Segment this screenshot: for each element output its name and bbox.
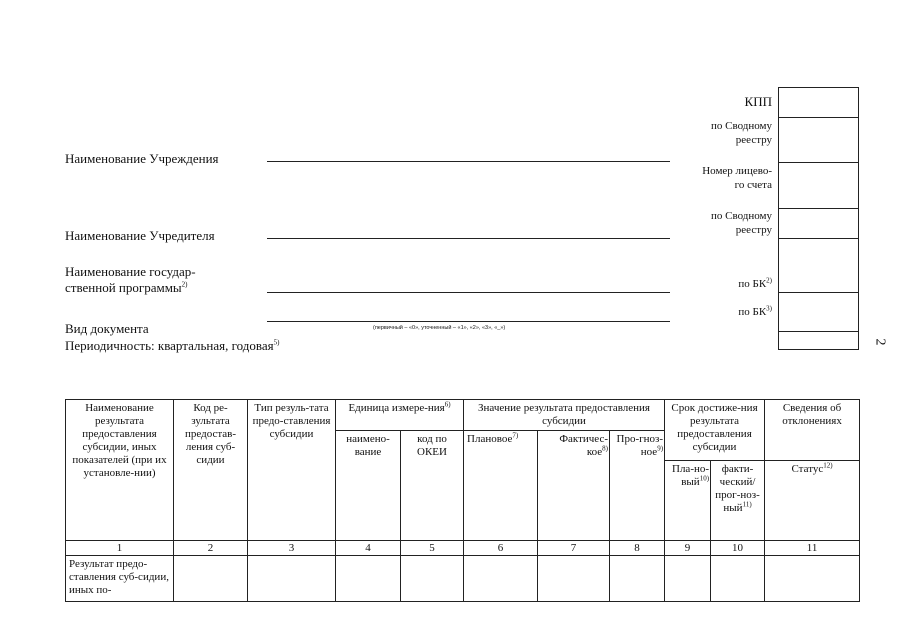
col-number: 5 [401, 541, 464, 556]
bk-2-label: по БК$^{3)}$ [738, 304, 772, 318]
table-cell[interactable] [665, 556, 711, 602]
institution-label: Наименование Учреждения [65, 151, 219, 166]
col-number: 6 [464, 541, 538, 556]
col-number: 3 [248, 541, 336, 556]
col-number: 11 [765, 541, 860, 556]
gov-program-label: Наименование государ- ственной программы$^{2)}$ [65, 264, 196, 295]
col-header-term-plan: Пла-но-вый$^{10)}$ [665, 461, 711, 541]
col-header-forecast: Про-гноз-ное$^{9)}$ [610, 431, 665, 541]
founder-label: Наименование Учредителя [65, 228, 215, 243]
col-number: 10 [711, 541, 765, 556]
svod-reestr-1-box[interactable] [778, 117, 859, 163]
table-row-result-name: Результат предо-ставления суб-сидии, иных по- [66, 556, 174, 602]
bk-1-label: по БК$^{2)}$ [738, 276, 772, 290]
svod-reestr-2-box[interactable] [778, 208, 859, 239]
col-header-code: Код ре-зультата предостав-ления суб-сидии [174, 400, 248, 541]
founder-field-line[interactable] [267, 238, 670, 239]
col-header-type: Тип резуль-тата предо-ставления субсидии [248, 400, 336, 541]
col-number: 7 [538, 541, 610, 556]
table-cell[interactable] [248, 556, 336, 602]
account-number-box[interactable] [778, 162, 859, 209]
table-cell[interactable] [765, 556, 860, 602]
results-table [65, 399, 860, 602]
col-header-status: Статус$^{12)}$ [765, 461, 860, 541]
col-number: 8 [610, 541, 665, 556]
account-number-label: Номер лицево- го счета [702, 165, 772, 191]
table-cell[interactable] [464, 556, 538, 602]
col-header-unit-okei: код по ОКЕИ [401, 431, 464, 541]
col-header-unit-name: наимено-вание [336, 431, 401, 541]
doc-type-hint: (первичный – «0», уточненный – «1», «2», «3», «_») [373, 325, 506, 331]
periodicity-label: Периодичность: квартальная, годовая$^{5)}$ [65, 338, 280, 353]
table-cell[interactable] [336, 556, 401, 602]
doc-type-field-line[interactable] [267, 321, 670, 322]
col-header-fact: Фактичес-кое$^{8)}$ [538, 431, 610, 541]
col-number: 1 [66, 541, 174, 556]
col-header-name: Наименование результата предоставления субсидии, иных показателей (при их установле-нии) [66, 400, 174, 541]
doc-type-label: Вид документа [65, 321, 149, 336]
kpp-box[interactable] [778, 87, 859, 118]
extra-code-box[interactable] [778, 331, 859, 350]
table-cell[interactable] [401, 556, 464, 602]
table-cell[interactable] [711, 556, 765, 602]
gov-program-field-line[interactable] [267, 292, 670, 293]
page-number: 2 [872, 338, 888, 346]
col-number: 4 [336, 541, 401, 556]
col-header-deviations: Сведения об отклонениях [765, 400, 860, 461]
col-header-term: Срок достиже-ния результата предоставления субсидии [665, 400, 765, 461]
col-header-unit: Единица измере-ния$^{6)}$ [336, 400, 464, 431]
table-cell[interactable] [610, 556, 665, 602]
bk-2-box[interactable] [778, 292, 859, 332]
col-header-plan: Плановое$^{7)}$ [464, 431, 538, 541]
institution-field-line[interactable] [267, 161, 670, 162]
svod-reestr-1-label: по Сводному реестру [710, 120, 772, 146]
bk-1-box[interactable] [778, 238, 859, 293]
col-header-value: Значение результата предоставления субсидии [464, 400, 665, 431]
kpp-label: КПП [744, 94, 772, 109]
svod-reestr-2-label: по Сводному реестру [710, 210, 772, 236]
col-header-term-fact: факти-ческий/ прог-ноз-ный$^{11)}$ [711, 461, 765, 541]
table-cell[interactable] [538, 556, 610, 602]
table-cell[interactable] [174, 556, 248, 602]
col-number: 2 [174, 541, 248, 556]
col-number: 9 [665, 541, 711, 556]
